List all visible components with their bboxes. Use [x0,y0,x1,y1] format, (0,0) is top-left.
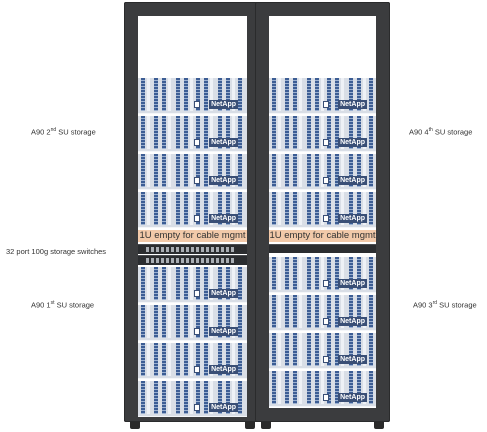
drive-bay [184,116,188,149]
empty-1u-banner: 1U empty for cable mgmt [139,230,246,241]
netapp-logo-icon [323,280,329,287]
drive-bay [168,154,171,187]
drive-bay [162,78,166,111]
netapp-logo-icon [194,366,200,373]
brand-label: NetApp [211,328,236,335]
netapp-logo-icon [194,177,200,184]
drive-bay [307,371,311,404]
drive-bay [315,295,319,328]
label-a90-2nd-su: A90 2nd SU storage [31,127,96,137]
storage-shelf [269,78,376,114]
netapp-logo-icon [323,318,329,325]
drive-bay [162,381,166,414]
drive-bay [190,78,193,111]
drive-bay [190,381,193,414]
drive-bay [285,116,289,149]
brand-label: NetApp [340,280,365,287]
drive-bay [176,154,180,187]
storage-shelf [138,343,247,379]
netapp-logo-icon [194,328,200,335]
drive-bay [141,343,145,376]
drive-bay [168,381,171,414]
drive-bay [147,267,150,300]
drive-bay [184,192,188,225]
brand-label: NetApp [340,215,365,222]
drive-bay [204,78,208,111]
drive-bay [369,154,373,187]
drive-bay [147,154,150,187]
brand-label: NetApp [340,318,365,325]
drive-bay [293,371,297,404]
netapp-logo-icon [323,394,329,401]
drive-bay [238,192,242,225]
drive-bay [293,192,297,225]
drive-bay [141,78,145,111]
drive-bay [190,267,193,300]
drive-bay [190,192,193,225]
drive-bay [141,267,145,300]
drive-bay [162,154,166,187]
drive-bay [154,154,158,187]
drive-bay [162,267,166,300]
drive-bay [315,371,319,404]
drive-bay [307,154,311,187]
drive-bay [307,78,311,111]
brand-label: NetApp [340,356,365,363]
blank-panel [269,244,376,253]
drive-bay [293,116,297,149]
brand-label: NetApp [211,404,236,411]
drive-bay [285,333,289,366]
drive-bay [238,381,242,414]
drive-bay [293,295,297,328]
drive-bay [272,154,276,187]
drive-bay [190,116,193,149]
drive-bay [184,154,188,187]
drive-bay [293,333,297,366]
drive-bay [204,267,208,300]
storage-shelf [138,267,247,303]
drive-bay [238,343,242,376]
drive-bay [369,371,373,404]
drive-bay [272,257,276,290]
drive-bay [141,192,145,225]
drive-bay [176,381,180,414]
drive-bay [369,116,373,149]
switch-ports [146,247,235,252]
brand-label: NetApp [211,139,236,146]
drive-bay [278,192,281,225]
netapp-logo-icon [323,215,329,222]
drive-bay [285,257,289,290]
brand-label: NetApp [340,101,365,108]
drive-bay [184,381,188,414]
storage-switch [138,255,247,265]
drive-bay [176,305,180,338]
drive-bay [272,192,276,225]
drive-bay [204,154,208,187]
storage-shelf [138,192,247,228]
storage-shelf [269,116,376,152]
drive-bay [154,381,158,414]
storage-shelf [138,116,247,152]
drive-bay [315,192,319,225]
drive-bay [154,78,158,111]
drive-bay [299,116,302,149]
drive-bay [168,305,171,338]
rack-left-interior [138,16,247,411]
brand-label: NetApp [211,290,236,297]
drive-bay [176,267,180,300]
drive-bay [204,305,208,338]
drive-bay [307,333,311,366]
rack-foot [130,422,140,429]
drive-bay [204,343,208,376]
label-storage-switches: 32 port 100g storage switches [6,247,107,256]
drive-bay [369,295,373,328]
storage-shelf [138,381,247,417]
drive-bay [190,154,193,187]
drive-bay [184,267,188,300]
netapp-logo-icon [323,177,329,184]
drive-bay [315,154,319,187]
drive-bay [141,154,145,187]
drive-bay [293,154,297,187]
drive-bay [278,333,281,366]
drive-bay [293,78,297,111]
drive-bay [184,78,188,111]
brand-label: NetApp [211,101,236,108]
drive-bay [154,116,158,149]
drive-bay [272,371,276,404]
drive-bay [307,116,311,149]
drive-bay [278,78,281,111]
drive-bay [147,305,150,338]
label-a90-1st-su: A90 1st SU storage [31,300,95,310]
drive-bay [278,257,281,290]
drive-bay [162,192,166,225]
drive-bay [369,257,373,290]
drive-bay [307,192,311,225]
drive-bay [315,78,319,111]
drive-bay [315,333,319,366]
brand-label: NetApp [340,394,365,401]
brand-label: NetApp [211,366,236,373]
drive-bay [147,343,150,376]
storage-shelf [269,192,376,228]
switch-ports [146,258,235,263]
label-a90-4th-su: A90 4th SU storage [409,127,473,137]
rack-left [124,2,261,422]
drive-bay [299,333,302,366]
drive-bay [168,343,171,376]
drive-bay [176,116,180,149]
brand-label: NetApp [211,215,236,222]
drive-bay [272,116,276,149]
drive-bay [162,116,166,149]
drive-bay [162,305,166,338]
storage-shelf [269,154,376,190]
drive-bay [204,116,208,149]
drive-bay [293,257,297,290]
drive-bay [278,371,281,404]
rack-foot [245,422,255,429]
drive-bay [238,305,242,338]
drive-bay [154,192,158,225]
storage-shelf [269,371,376,407]
drive-bay [176,192,180,225]
storage-shelf [269,295,376,331]
drive-bay [154,305,158,338]
rack-foot [374,422,384,429]
drive-bay [168,267,171,300]
brand-label: NetApp [340,177,365,184]
drive-bay [307,295,311,328]
drive-bay [299,295,302,328]
drive-bay [147,192,150,225]
drive-bay [238,116,242,149]
drive-bay [176,78,180,111]
drive-bay [299,257,302,290]
drive-bay [278,116,281,149]
storage-switch [138,244,247,254]
drive-bay [147,381,150,414]
drive-bay [190,343,193,376]
drive-bay [154,343,158,376]
drive-bay [369,78,373,111]
drive-bay [285,192,289,225]
drive-bay [154,267,158,300]
storage-shelf [138,154,247,190]
drive-bay [168,78,171,111]
netapp-logo-icon [323,356,329,363]
drive-bay [307,257,311,290]
netapp-logo-icon [194,101,200,108]
drive-bay [299,78,302,111]
storage-shelf [138,305,247,341]
drive-bay [285,78,289,111]
drive-bay [238,267,242,300]
netapp-logo-icon [194,139,200,146]
drive-bay [168,116,171,149]
drive-bay [285,154,289,187]
rack-foot [261,422,271,429]
netapp-logo-icon [194,215,200,222]
label-a90-3rd-su: A90 3rd SU storage [413,300,477,310]
brand-label: NetApp [211,177,236,184]
drive-bay [162,343,166,376]
drive-bay [285,295,289,328]
netapp-logo-icon [194,404,200,411]
drive-bay [272,333,276,366]
drive-bay [204,381,208,414]
drive-bay [238,154,242,187]
brand-label: NetApp [340,139,365,146]
drive-bay [272,78,276,111]
drive-bay [141,305,145,338]
drive-bay [272,295,276,328]
netapp-logo-icon [323,139,329,146]
drive-bay [168,192,171,225]
drive-bay [278,154,281,187]
netapp-logo-icon [194,290,200,297]
drive-bay [147,116,150,149]
drive-bay [369,333,373,366]
drive-bay [299,371,302,404]
drive-bay [141,381,145,414]
drive-bay [315,116,319,149]
drive-bay [369,192,373,225]
drive-bay [147,78,150,111]
rack-right [255,2,390,422]
drive-bay [285,371,289,404]
drive-bay [299,192,302,225]
drive-bay [204,192,208,225]
drive-bay [184,305,188,338]
empty-1u-banner: 1U empty for cable mgmt [269,230,376,241]
rack-right-interior [269,16,376,408]
drive-bay [141,116,145,149]
storage-shelf [138,78,247,114]
drive-bay [184,343,188,376]
drive-bay [278,295,281,328]
storage-shelf [269,333,376,369]
netapp-logo-icon [323,101,329,108]
drive-bay [190,305,193,338]
drive-bay [299,154,302,187]
drive-bay [315,257,319,290]
drive-bay [238,78,242,111]
storage-shelf [269,257,376,293]
drive-bay [176,343,180,376]
